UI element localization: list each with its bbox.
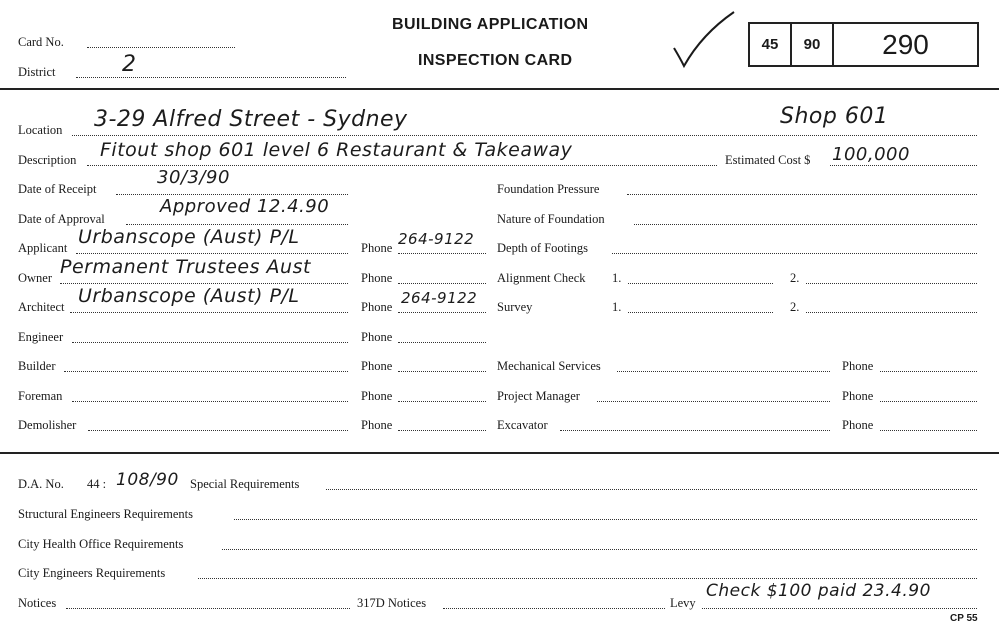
notices-field[interactable]: [66, 608, 350, 609]
description-value: Fitout shop 601 level 6 Restaurant & Takeaway: [100, 139, 573, 161]
levy-field[interactable]: [702, 608, 977, 609]
location-value: 3-29 Alfred Street - Sydney: [94, 107, 408, 132]
depth-footings-label: Depth of Footings: [497, 241, 588, 255]
builder-label: Builder: [18, 359, 56, 373]
project-manager-phone-field[interactable]: [880, 401, 977, 402]
alignment-check-label: Alignment Check: [497, 271, 586, 285]
project-manager-field[interactable]: [597, 401, 830, 402]
owner-field[interactable]: [60, 283, 348, 284]
survey-label: Survey: [497, 300, 533, 314]
special-requirements-field[interactable]: [326, 489, 977, 490]
applicant-phone-field[interactable]: [398, 253, 486, 254]
survey-field-1[interactable]: [628, 312, 773, 313]
checkmark-icon: [668, 8, 738, 70]
builder-phone-label: Phone: [361, 359, 393, 373]
builder-field[interactable]: [64, 371, 348, 372]
alignment-num1: 1.: [612, 271, 622, 285]
alignment-check-field-1[interactable]: [628, 283, 773, 284]
health-field[interactable]: [222, 549, 977, 550]
applicant-value: Urbanscope (Aust) P/L: [78, 226, 300, 248]
form-code: CP 55: [950, 613, 978, 624]
date-approval-field[interactable]: [126, 224, 348, 225]
survey-num1: 1.: [612, 300, 622, 314]
city-engineers-label: City Engineers Requirements: [18, 566, 166, 580]
demolisher-phone-field[interactable]: [398, 430, 486, 431]
foreman-phone-field[interactable]: [398, 401, 486, 402]
applicant-phone-value: 264-9122: [398, 230, 475, 248]
estimated-cost-label: Estimated Cost $: [725, 153, 811, 167]
architect-value: Urbanscope (Aust) P/L: [78, 285, 300, 307]
district-label: District: [18, 65, 56, 79]
survey-num2: 2.: [790, 300, 800, 314]
card-no-label: Card No.: [18, 35, 64, 49]
district-field[interactable]: [76, 77, 346, 78]
special-requirements-label: Special Requirements: [190, 477, 300, 491]
mechanical-services-field[interactable]: [617, 371, 830, 372]
foreman-field[interactable]: [72, 401, 348, 402]
notices-317d-label: 317D Notices: [357, 596, 427, 610]
alignment-num2: 2.: [790, 271, 800, 285]
notices-317d-field[interactable]: [443, 608, 665, 609]
box-a: 45: [750, 24, 792, 65]
foreman-label: Foreman: [18, 389, 63, 403]
date-receipt-value: 30/3/90: [157, 167, 230, 188]
mechanical-phone-label: Phone: [842, 359, 874, 373]
excavator-phone-field[interactable]: [880, 430, 977, 431]
form-title-line2: INSPECTION CARD: [418, 52, 573, 69]
excavator-phone-label: Phone: [842, 418, 874, 432]
levy-label: Levy: [670, 596, 696, 610]
da-no-value: 108/90: [116, 470, 179, 490]
health-label: City Health Office Requirements: [18, 537, 184, 551]
card-number-box: [748, 22, 979, 67]
applicant-phone-label: Phone: [361, 241, 393, 255]
description-label: Description: [18, 153, 77, 167]
date-receipt-field[interactable]: [116, 194, 348, 195]
structural-field[interactable]: [234, 519, 977, 520]
date-receipt-label: Date of Receipt: [18, 182, 97, 196]
foundation-pressure-field[interactable]: [627, 194, 977, 195]
box-c: 290: [882, 29, 929, 60]
engineer-field[interactable]: [72, 342, 348, 343]
architect-phone-value: 264-9122: [401, 289, 478, 307]
date-approval-value: Approved 12.4.90: [160, 196, 330, 217]
excavator-label: Excavator: [497, 418, 548, 432]
location-shop: Shop 601: [780, 104, 889, 129]
foreman-phone-label: Phone: [361, 389, 393, 403]
excavator-field[interactable]: [560, 430, 830, 431]
architect-phone-label: Phone: [361, 300, 393, 314]
estimated-cost-value: 100,000: [832, 144, 910, 165]
owner-phone-label: Phone: [361, 271, 393, 285]
location-field[interactable]: [72, 135, 977, 136]
box-b: 90: [792, 24, 834, 65]
mechanical-services-label: Mechanical Services: [497, 359, 601, 373]
foundation-pressure-label: Foundation Pressure: [497, 182, 600, 196]
architect-field[interactable]: [70, 312, 348, 313]
form-title-line1: BUILDING APPLICATION: [392, 16, 589, 33]
engineer-label: Engineer: [18, 330, 64, 344]
project-manager-phone-label: Phone: [842, 389, 874, 403]
owner-phone-field[interactable]: [398, 283, 486, 284]
da-no-label: D.A. No.: [18, 477, 64, 491]
applicant-label: Applicant: [18, 241, 68, 255]
nature-foundation-label: Nature of Foundation: [497, 212, 605, 226]
applicant-field[interactable]: [76, 253, 348, 254]
levy-value: Check $100 paid 23.4.90: [706, 581, 931, 601]
builder-phone-field[interactable]: [398, 371, 486, 372]
mechanical-phone-field[interactable]: [880, 371, 977, 372]
owner-label: Owner: [18, 271, 53, 285]
demolisher-field[interactable]: [88, 430, 348, 431]
location-label: Location: [18, 123, 63, 137]
owner-value: Permanent Trustees Aust: [60, 256, 311, 278]
section-divider: [0, 452, 999, 454]
da-prefix: 44 :: [87, 477, 107, 491]
estimated-cost-field[interactable]: [830, 165, 977, 166]
card-no-field[interactable]: [87, 47, 235, 48]
date-approval-label: Date of Approval: [18, 212, 105, 226]
city-engineers-field[interactable]: [198, 578, 977, 579]
project-manager-label: Project Manager: [497, 389, 580, 403]
engineer-phone-field[interactable]: [398, 342, 486, 343]
engineer-phone-label: Phone: [361, 330, 393, 344]
nature-foundation-field[interactable]: [634, 224, 977, 225]
architect-phone-field[interactable]: [398, 312, 486, 313]
survey-field-2[interactable]: [806, 312, 977, 313]
notices-label: Notices: [18, 596, 57, 610]
demolisher-label: Demolisher: [18, 418, 77, 432]
structural-label: Structural Engineers Requirements: [18, 507, 193, 521]
header-divider: [0, 88, 999, 90]
demolisher-phone-label: Phone: [361, 418, 393, 432]
depth-footings-field[interactable]: [612, 253, 977, 254]
alignment-check-field-2[interactable]: [806, 283, 977, 284]
architect-label: Architect: [18, 300, 65, 314]
description-field[interactable]: [87, 165, 717, 166]
district-value: 2: [122, 52, 137, 77]
